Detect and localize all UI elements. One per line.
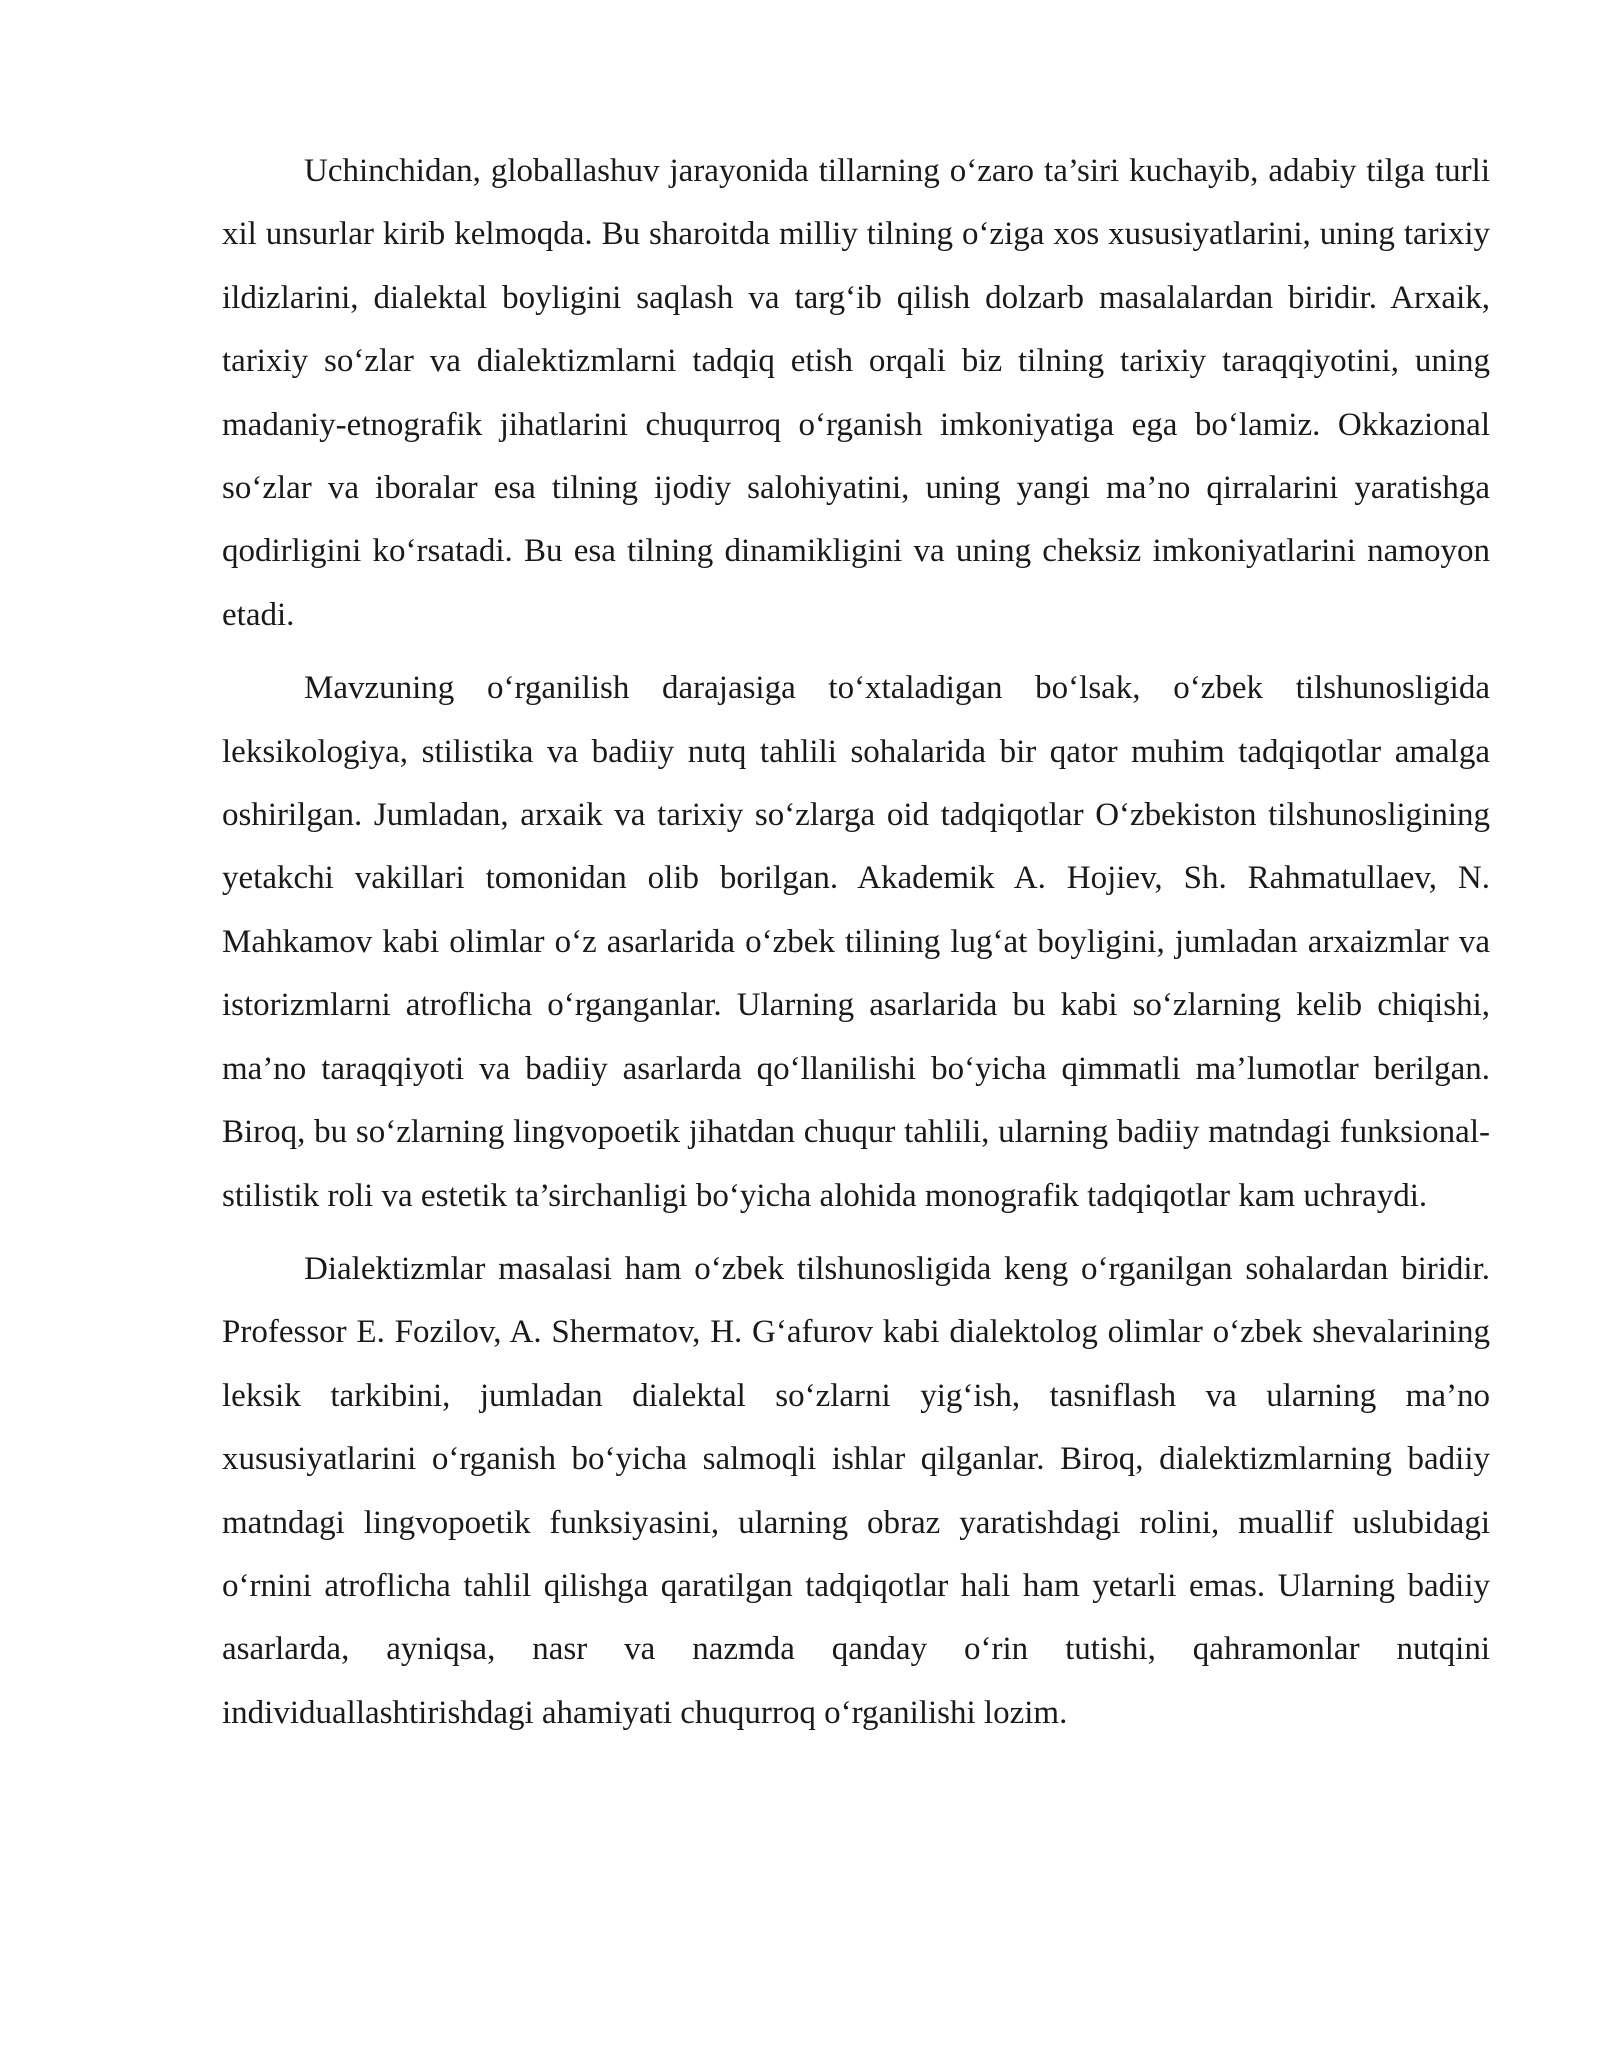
paragraph-2: Mavzuning o‘rganilish darajasiga to‘xtaladigan bo‘lsak, o‘zbek tilshunosligida leksikologiya, stilistika va badiiy nutq tahlili sohalarida bir qator muhim tadqiqotlar amalga oshirilgan. Jumladan, arxaik va tarixiy so‘zlarga oid tadqiqotlar O‘zbekiston tilshunosligining yetakchi vakillari tomonidan olib borilgan. Akademik A. Hojiev, Sh. Rahmatullaev, N. Mahkamov kabi olimlar o‘z asarlarida o‘zbek tilining lug‘at boyligini, jumladan arxaizmlar va istorizmlarni atroflicha o‘rganganlar. Ularning asarlarida bu kabi so‘zlarning kelib chiqishi, ma’no taraqqiyoti va badiiy asarlarda qo‘llanilishi bo‘yicha qimmatli ma’lumotlar berilgan. Biroq, bu so‘zlarning lingvopoetik jihatdan chuqur tahlili, ularning badiiy matndagi funksional-stilistik roli va estetik ta’sirchanligi bo‘yicha alohida monografik tadqiqotlar kam uchraydi. (222, 670, 1490, 1214)
document-body (222, 140, 1490, 1745)
paragraph-1: Uchinchidan, globallashuv jarayonida tillarning o‘zaro ta’siri kuchayib, adabiy tilga turli xil unsurlar kirib kelmoqda. Bu sharoitda milliy tilning o‘ziga xos xususiyatlarini, uning tarixiy ildizlarini, dialektal boyligini saqlash va targ‘ib qilish dolzarb masalalardan biridir. Arxaik, tarixiy so‘zlar va dialektizmlarni tadqiq etish orqali biz tilning tarixiy taraqqiyotini, uning madaniy-etnografik jihatlarini chuqurroq o‘rganish imkoniyatiga ega bo‘lamiz. Okkazional so‘zlar va iboralar esa tilning ijodiy salohiyatini, uning yangi ma’no qirralarini yaratishga qodirligini ko‘rsatadi. Bu esa tilning dinamikligini va uning cheksiz imkoniyatlarini namoyon etadi. (222, 153, 1490, 633)
paragraph-3: Dialektizmlar masalasi ham o‘zbek tilshunosligida keng o‘rganilgan sohalardan biridir. Professor E. Fozilov, A. Shermatov, H. G‘afurov kabi dialektolog olimlar o‘zbek shevalarining leksik tarkibini, jumladan dialektal so‘zlarni yig‘ish, tasniflash va ularning ma’no xususiyatlarini o‘rganish bo‘yicha salmoqli ishlar qilganlar. Biroq, dialektizmlarning badiiy matndagi lingvopoetik funksiyasini, ularning obraz yaratishdagi rolini, muallif uslubidagi o‘rnini atroflicha tahlil qilishga qaratilgan tadqiqotlar hali ham yetarli emas. Ularning badiiy asarlarda, ayniqsa, nasr va nazmda qanday o‘rin tutishi, qahramonlar nutqini individuallashtirishdagi ahamiyati chuqurroq o‘rganilishi lozim. (222, 1250, 1490, 1731)
